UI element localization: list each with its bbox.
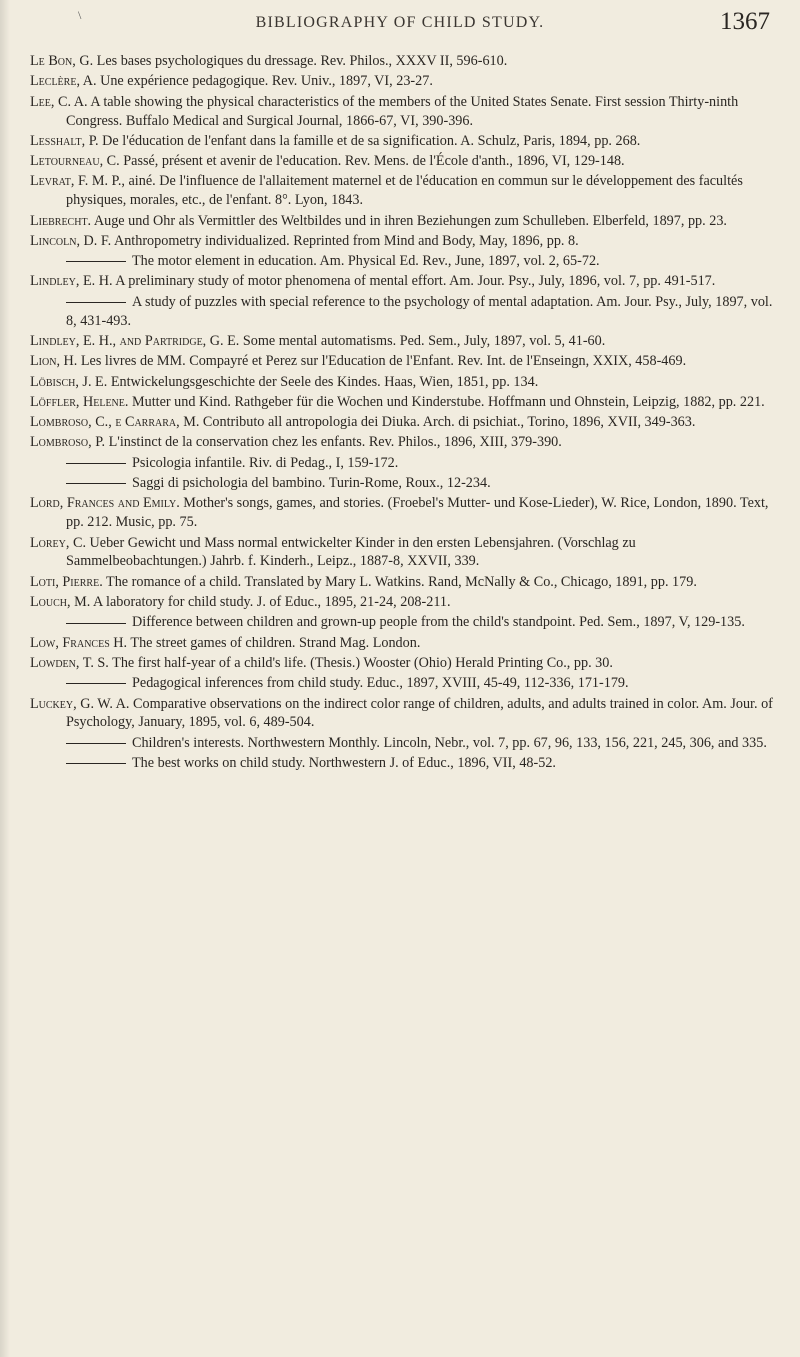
- entry-text: A table showing the physical characteristics of the members of the United States Senate. First session Thirty-ninth Congress. Buffalo Medical and Surgical Journal, 1866-67, VI, 390-396.: [66, 93, 739, 129]
- margin-mark: \: [78, 8, 82, 22]
- ditto-rule: [66, 763, 126, 764]
- bibliography-entry: [30, 613, 778, 632]
- entry-author: Lincoln, D. F.: [30, 232, 112, 249]
- entry-text: Mutter und Kind. Rathgeber für die Wochen und Kinderstube. Hoffmann und Ohnstein, Leipzig, 1882, pp. 221.: [132, 393, 765, 410]
- bibliography-entry: [30, 754, 778, 773]
- page-number: 1367: [720, 8, 770, 35]
- entry-text: Saggi di psichologia del bambino. Turin-Rome, Roux., 12-234.: [132, 475, 491, 492]
- bibliography-entry: [30, 674, 778, 693]
- bibliography-entry: [30, 172, 778, 210]
- entry-text: The romance of a child. Translated by Mary L. Watkins. Rand, McNally & Co., Chicago, 1891, pp. 179.: [106, 573, 697, 590]
- entry-author: Le Bon, G.: [30, 53, 94, 69]
- entry-text: A preliminary study of motor phenomena of mental effort. Am. Jour. Psy., July, 1896, vol. 7, pp. 491-517.: [115, 273, 716, 290]
- bibliography-entry: [30, 272, 778, 291]
- bibliography-entry: [30, 252, 778, 271]
- entry-author: Lion, H.: [30, 353, 78, 370]
- bibliography-entry: [30, 72, 778, 91]
- entry-author: Lesshalt, P.: [30, 132, 99, 149]
- entry-text: Pedagogical inferences from child study. Educ., 1897, XVIII, 45-49, 112-336, 171-179.: [132, 675, 629, 692]
- ditto-rule: [66, 743, 126, 744]
- bibliography-entry: [30, 352, 778, 371]
- bibliography-entry: [30, 654, 778, 673]
- entry-text: Some mental automatisms. Ped. Sem., July, 1897, vol. 5, 41-60.: [242, 332, 606, 349]
- entry-text: Passé, présent et avenir de l'education. Rev. Mens. de l'École d'anth., 1896, VI, 129-148.: [123, 153, 625, 170]
- entry-text: A study of puzzles with special reference to the psychology of mental adaptation. Am. Jour. Psy., July, 1897, vol. 8, 431-493.: [66, 293, 773, 329]
- bibliography-entry: [30, 52, 778, 71]
- entry-text: The motor element in education. Am. Physical Ed. Rev., June, 1897, vol. 2, 65-72.: [132, 253, 600, 270]
- bibliography-entry: [30, 332, 778, 351]
- entry-text: The best works on child study. Northwestern J. of Educ., 1896, VII, 48-52.: [132, 755, 556, 772]
- entry-text: Children's interests. Northwestern Monthly. Lincoln, Nebr., vol. 7, pp. 67, 96, 133, 156, 221, 245, 306, and 335.: [132, 734, 767, 751]
- entry-text: Comparative observations on the indirect color range of children, adults, and adults trained in color. Am. Jour. of Psychology, January, 1895, vol. 6, 489-504.: [66, 695, 773, 731]
- bibliography-entry: [30, 734, 778, 753]
- entry-author: Louch, M.: [30, 594, 91, 611]
- entry-author: Lorey, C.: [30, 534, 86, 551]
- entry-author: Löbisch, J. E.: [30, 373, 108, 390]
- bibliography-entry: [30, 454, 778, 473]
- entry-text: De l'éducation de l'enfant dans la famille et de sa signification. A. Schulz, Paris, 1894, pp. 268.: [102, 132, 641, 149]
- entry-text: A laboratory for child study. J. of Educ., 1895, 21-24, 208-211.: [93, 594, 451, 611]
- bibliography-list: [30, 52, 778, 774]
- entry-text: Contributo all antropologia dei Diuka. Arch. di psichiat., Torino, 1896, XVII, 349-363.: [202, 414, 696, 431]
- entry-text: Psicologia infantile. Riv. di Pedag., I, 159-172.: [132, 454, 399, 471]
- bibliography-entry: [30, 593, 778, 612]
- bibliography-entry: [30, 494, 778, 532]
- bibliography-entry: [30, 393, 778, 412]
- ditto-rule: [66, 483, 126, 484]
- ditto-rule: [66, 623, 126, 624]
- bibliography-entry: [30, 232, 778, 251]
- entry-author: Luckey, G. W. A.: [30, 695, 130, 712]
- entry-text: The street games of children. Strand Mag. London.: [130, 634, 421, 651]
- entry-author: Lombroso, P.: [30, 434, 106, 451]
- bibliography-entry: [30, 132, 778, 151]
- entry-text: Une expérience pedagogique. Rev. Univ., 1897, VI, 23-27.: [100, 73, 433, 90]
- bibliography-entry: [30, 293, 778, 331]
- bibliography-entry: [30, 634, 778, 653]
- entry-author: Low, Frances H.: [30, 634, 128, 651]
- ditto-rule: [66, 463, 126, 464]
- entry-author: Leclère, A.: [30, 73, 97, 90]
- entry-author: Löffler, Helene.: [30, 393, 129, 410]
- page-edge-shadow: [0, 0, 10, 1357]
- bibliography-entry: [30, 212, 778, 231]
- entry-text: The first half-year of a child's life. (Thesis.) Wooster (Ohio) Herald Printing Co., pp. 30.: [112, 654, 613, 671]
- entry-author: Liebrecht.: [30, 212, 92, 229]
- ditto-rule: [66, 683, 126, 684]
- entry-text: Ueber Gewicht und Mass normal entwickelter Kinder in den ersten Lebensjahren. (Vorschlag zu Sammelbeobachtungen.) Jahrb. f. Kinderh., Leipz., 1887-8, XXVII, 339.: [66, 534, 636, 570]
- entry-text: Anthropometry individualized. Reprinted from Mind and Body, May, 1896, pp. 8.: [113, 232, 579, 249]
- bibliography-entry: [30, 695, 778, 733]
- page-header: [0, 8, 800, 48]
- bibliography-entry: [30, 152, 778, 171]
- entry-author: Lord, Frances and Emily.: [30, 495, 180, 512]
- entry-text: Auge und Ohr als Vermittler des Weltbildes und in ihren Beziehungen zum Schulleben. Elberfeld, 1897, pp. 23.: [93, 212, 727, 229]
- bibliography-entry: [30, 373, 778, 392]
- entry-author: Letourneau, C.: [30, 153, 120, 170]
- entry-text: Les livres de MM. Compayré et Perez sur l'Education de l'Enfant. Rev. Int. de l'Enseingn, XXIX, 458-469.: [80, 353, 687, 370]
- entry-author: Loti, Pierre.: [30, 573, 103, 590]
- entry-text: Les bases psychologiques du dressage. Rev. Philos., XXXV II, 596-610.: [96, 53, 508, 69]
- bibliography-entry: [30, 534, 778, 572]
- bibliography-entry: [30, 433, 778, 452]
- entry-text: L'instinct de la conservation chez les enfants. Rev. Philos., 1896, XIII, 379-390.: [108, 434, 562, 451]
- entry-text: ainé. De l'influence de l'allaitement maternel et de l'éducation en commun sur le développement des facultés physiques, morales, etc., de l'enfant. 8°. Lyon, 1843.: [66, 173, 743, 209]
- entry-author: Lowden, T. S.: [30, 654, 109, 671]
- entry-text: Difference between children and grown-up people from the child's standpoint. Ped. Sem., 1897, V, 129-135.: [132, 614, 745, 631]
- entry-author: Lindley, E. H., and Partridge, G. E.: [30, 332, 240, 349]
- bibliography-entry: [30, 474, 778, 493]
- entry-author: Lombroso, C., e Carrara, M.: [30, 414, 200, 431]
- entry-author: Lindley, E. H.: [30, 273, 113, 290]
- entry-author: Lee, C. A.: [30, 93, 88, 110]
- ditto-rule: [66, 302, 126, 303]
- bibliography-entry: [30, 573, 778, 592]
- running-title: BIBLIOGRAPHY OF CHILD STUDY.: [255, 14, 545, 31]
- bibliography-entry: [30, 93, 778, 131]
- entry-author: Levrat, F. M. P.,: [30, 173, 125, 190]
- entry-text: Entwickelungsgeschichte der Seele des Kindes. Haas, Wien, 1851, pp. 134.: [110, 373, 539, 390]
- bibliography-entry: [30, 413, 778, 432]
- entry-text: Mother's songs, games, and stories. (Froebel's Mutter- und Kose-Lieder), W. Rice, London, 1890. Text, pp. 212. Music, pp. 75.: [66, 495, 769, 531]
- ditto-rule: [66, 261, 126, 262]
